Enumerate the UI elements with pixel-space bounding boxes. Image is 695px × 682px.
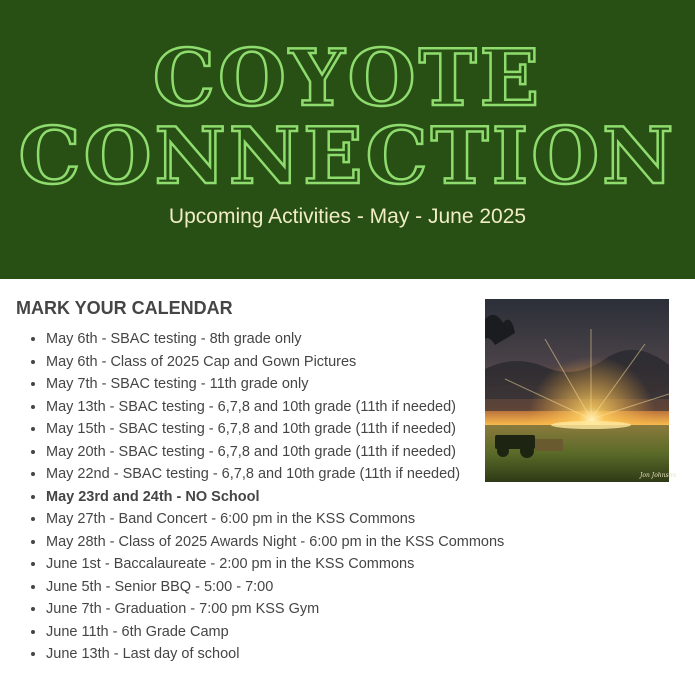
event-item: • May 6th - SBAC testing - 8th grade only xyxy=(46,328,504,351)
event-item: • June 13th - Last day of school xyxy=(46,643,504,666)
event-item: • May 13th - SBAC testing - 6,7,8 and 10th grade (11th if needed) xyxy=(46,396,504,419)
event-item: • May 20th - SBAC testing - 6,7,8 and 10th grade (11th if needed) xyxy=(46,441,504,464)
event-item: • June 1st - Baccalaureate - 2:00 pm in the KSS Commons xyxy=(46,553,504,576)
event-item: • May 23rd and 24th - NO School xyxy=(46,486,504,509)
header-banner xyxy=(0,0,695,279)
photo-signature: Jon Johnson xyxy=(640,472,677,479)
title-line-1: COYOTE xyxy=(152,33,543,124)
title-line-2: CONNECTION xyxy=(18,111,677,202)
event-item: • May 27th - Band Concert - 6:00 pm in the KSS Commons xyxy=(46,508,504,531)
event-item: • May 22nd - SBAC testing - 6,7,8 and 10th grade (11th if needed) xyxy=(46,463,504,486)
event-item: • June 11th - 6th Grade Camp xyxy=(46,621,504,644)
event-item: • June 5th - Senior BBQ - 5:00 - 7:00 xyxy=(46,576,504,599)
event-item: • May 7th - SBAC testing - 11th grade only xyxy=(46,373,504,396)
subtitle: Upcoming Activities - May - June 2025 xyxy=(168,205,527,228)
event-item: • May 15th - SBAC testing - 6,7,8 and 10th grade (11th if needed) xyxy=(46,418,504,441)
event-item: • May 28th - Class of 2025 Awards Night - 6:00 pm in the KSS Commons xyxy=(46,531,504,554)
event-item: • June 7th - Graduation - 7:00 pm KSS Gym xyxy=(46,598,504,621)
events-list xyxy=(0,328,504,666)
event-item: • May 6th - Class of 2025 Cap and Gown Pictures xyxy=(46,351,504,374)
sunset-photo xyxy=(485,299,677,482)
calendar-heading: MARK YOUR CALENDAR xyxy=(16,298,233,318)
